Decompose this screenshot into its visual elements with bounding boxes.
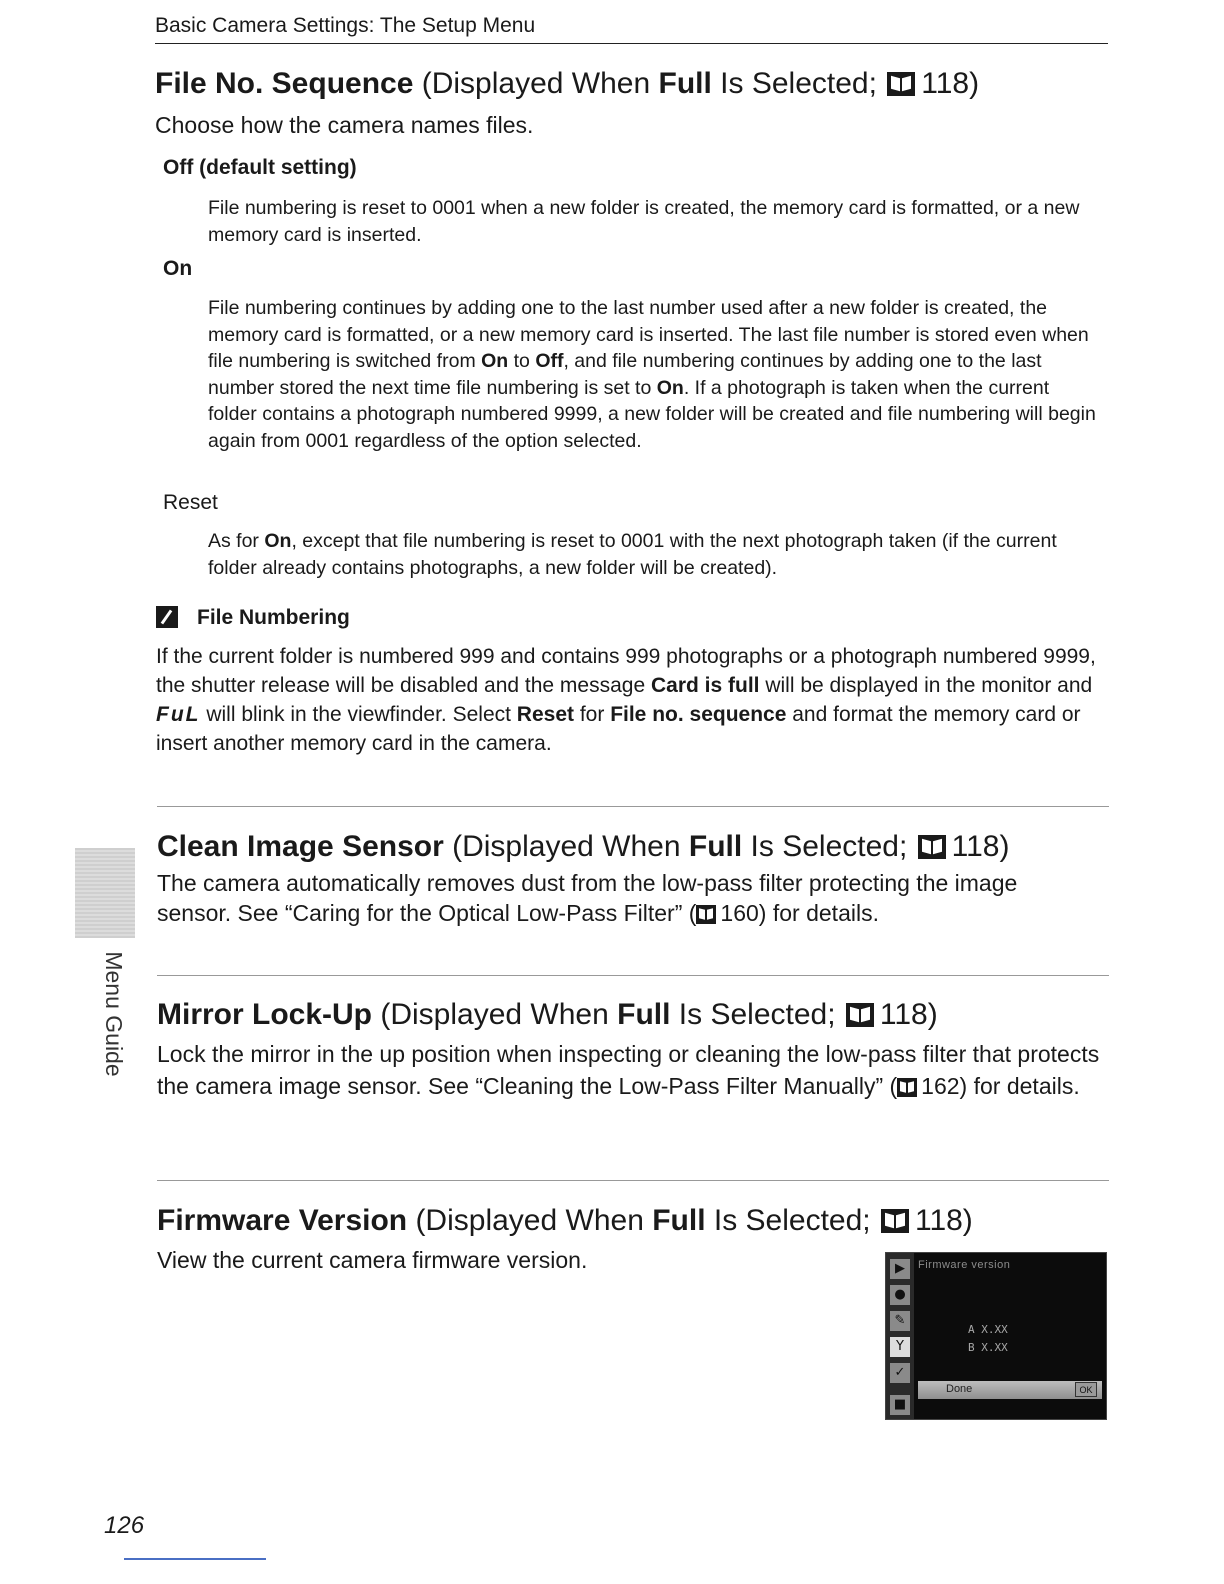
- pencil-icon: ✎: [890, 1311, 910, 1331]
- playback-icon: ▶: [890, 1259, 910, 1279]
- wrench-icon: Y: [890, 1337, 910, 1357]
- full-word: Full: [688, 830, 743, 863]
- text-run: will blink in the viewfinder. Select: [200, 703, 517, 726]
- section-lead: View the current camera firmware version.: [157, 1247, 588, 1273]
- running-head: Basic Camera Settings: The Setup Menu: [155, 14, 536, 37]
- full-word: Full: [652, 1204, 706, 1237]
- recent-icon: ■: [890, 1395, 910, 1415]
- section-title-bold: Mirror Lock-Up: [157, 998, 373, 1031]
- text-run: to: [508, 350, 536, 372]
- side-tab-label: Menu Guide: [101, 951, 127, 1077]
- text-run: File numbering continues by adding one to the last number used after a new folder is created, the memory card is formatted, or a new memory card is inserted. The last file number is stored even when file numbering is switched from: [208, 297, 1089, 372]
- section-lead: Choose how the camera names files.: [155, 112, 534, 138]
- ok-button-icon: OK: [1075, 1382, 1097, 1397]
- text-run: for: [574, 703, 611, 726]
- menu-tab-sidebar: [886, 1253, 914, 1419]
- full-word: Full: [658, 67, 712, 100]
- section-title-post: Is Selected;: [670, 998, 844, 1031]
- screen-title: Firmware version: [918, 1259, 1011, 1271]
- camera-monitor-screenshot: [885, 1252, 1107, 1420]
- bold-run: Card is full: [650, 674, 760, 697]
- text-run: for details.: [967, 1073, 1080, 1099]
- page-reference-icon: [846, 1003, 874, 1027]
- page-reference: 118): [921, 67, 980, 100]
- text-run: and format the memory card or insert another memory card in the camera.: [156, 703, 1081, 755]
- note-body: [156, 642, 1101, 758]
- firmware-row-a: A X.XX: [968, 1323, 1008, 1336]
- text-run: . If a photograph is taken when the current folder contains a photograph numbered 9999, a new folder will be created and file numbering will begin again from 0001 regardless of the option selected.: [208, 376, 1096, 452]
- page-number: 126: [104, 1512, 145, 1539]
- bold-run: Off: [535, 350, 564, 372]
- section-title-firmware-version: [157, 1203, 973, 1239]
- option-label-on: On: [163, 257, 193, 280]
- text-run: As for: [208, 530, 265, 552]
- section-divider: [157, 806, 1109, 807]
- page-reference-icon: [887, 72, 915, 96]
- section-title-pre: (Displayed When: [443, 830, 689, 863]
- section-title-bold: File No. Sequence: [155, 67, 414, 100]
- text-run: will be displayed in the monitor and: [759, 674, 1093, 697]
- text-run: for details.: [766, 900, 879, 926]
- option-label-off: Off (default setting): [163, 156, 357, 179]
- section-title-post: Is Selected;: [711, 67, 886, 100]
- section-title-bold: Firmware Version: [157, 1204, 408, 1237]
- page-reference-icon: [897, 1078, 917, 1097]
- bold-run: On: [264, 530, 292, 552]
- header-rule: [155, 43, 1108, 44]
- bold-run: On: [656, 376, 684, 399]
- page-reference: 118): [914, 1204, 973, 1237]
- section-divider: [157, 1180, 1109, 1181]
- section-title-pre: (Displayed When: [407, 1204, 653, 1237]
- section-divider: [157, 975, 1109, 976]
- section-title-pre: (Displayed When: [372, 998, 618, 1031]
- section-title-post: Is Selected;: [742, 830, 916, 863]
- option-label-reset: Reset: [163, 491, 218, 514]
- page-reference-icon: [881, 1209, 909, 1233]
- text-run: The camera automatically removes dust from the low-pass filter protecting the image sensor. See “Caring for the Optical Low-Pass Filter” (: [157, 870, 1018, 926]
- shooting-icon: ●: [890, 1285, 910, 1305]
- page-reference: 162): [921, 1073, 968, 1099]
- section-title-post: Is Selected;: [705, 1204, 879, 1237]
- viewfinder-ful-glyph: FuL: [156, 703, 201, 726]
- section-title-bold: Clean Image Sensor: [157, 830, 444, 863]
- done-button: Done: [946, 1383, 973, 1395]
- text-run: Lock the mirror in the up position when inspecting or cleaning the low-pass filter that protects the camera image sensor. See “Cleaning the Low-Pass Filter Manually” (: [157, 1041, 1100, 1099]
- text-run: , except that file numbering is reset to 0001 with the next photograph taken (if the current folder already contains photographs, a new folder will be created).: [208, 530, 1057, 579]
- page-reference: 118): [879, 998, 938, 1031]
- option-text-on: [208, 295, 1098, 454]
- section-title-clean-image-sensor: [157, 829, 1009, 865]
- option-text-reset: [208, 528, 1098, 581]
- note-title: File Numbering: [197, 606, 350, 629]
- bold-run: On: [481, 350, 509, 372]
- section-body-clean-image-sensor: [157, 868, 1087, 928]
- page-reference-icon: [696, 905, 716, 924]
- firmware-row-b: B X.XX: [968, 1341, 1008, 1354]
- text-run: , and file numbering continues by adding one to the last number stored the next time file numbering is set to: [208, 350, 1042, 399]
- text-run: If the current folder is numbered 999 and contains 999 photographs or a photograph numbered 9999, the shutter release will be disabled and the message: [156, 645, 1096, 697]
- note-pencil-icon: [156, 606, 178, 628]
- full-word: Full: [617, 998, 671, 1031]
- bold-run: File no. sequence: [610, 703, 787, 726]
- retouch-icon: ✓: [890, 1363, 910, 1383]
- page-reference: 118): [951, 830, 1010, 863]
- page-reference: 160): [720, 900, 767, 926]
- section-body-mirror-lock-up: [157, 1038, 1102, 1102]
- page-reference-icon: [918, 835, 946, 859]
- footer-rule: [124, 1558, 266, 1560]
- bold-run: Reset: [516, 703, 574, 726]
- side-tab-marker: [75, 848, 135, 938]
- section-title-file-no-sequence: [155, 66, 979, 102]
- section-title-mirror-lock-up: [157, 997, 938, 1033]
- section-title-pre: (Displayed When: [413, 67, 659, 100]
- option-text-off: File numbering is reset to 0001 when a new folder is created, the memory card is formatted, or a new memory card is inserted.: [208, 197, 1080, 246]
